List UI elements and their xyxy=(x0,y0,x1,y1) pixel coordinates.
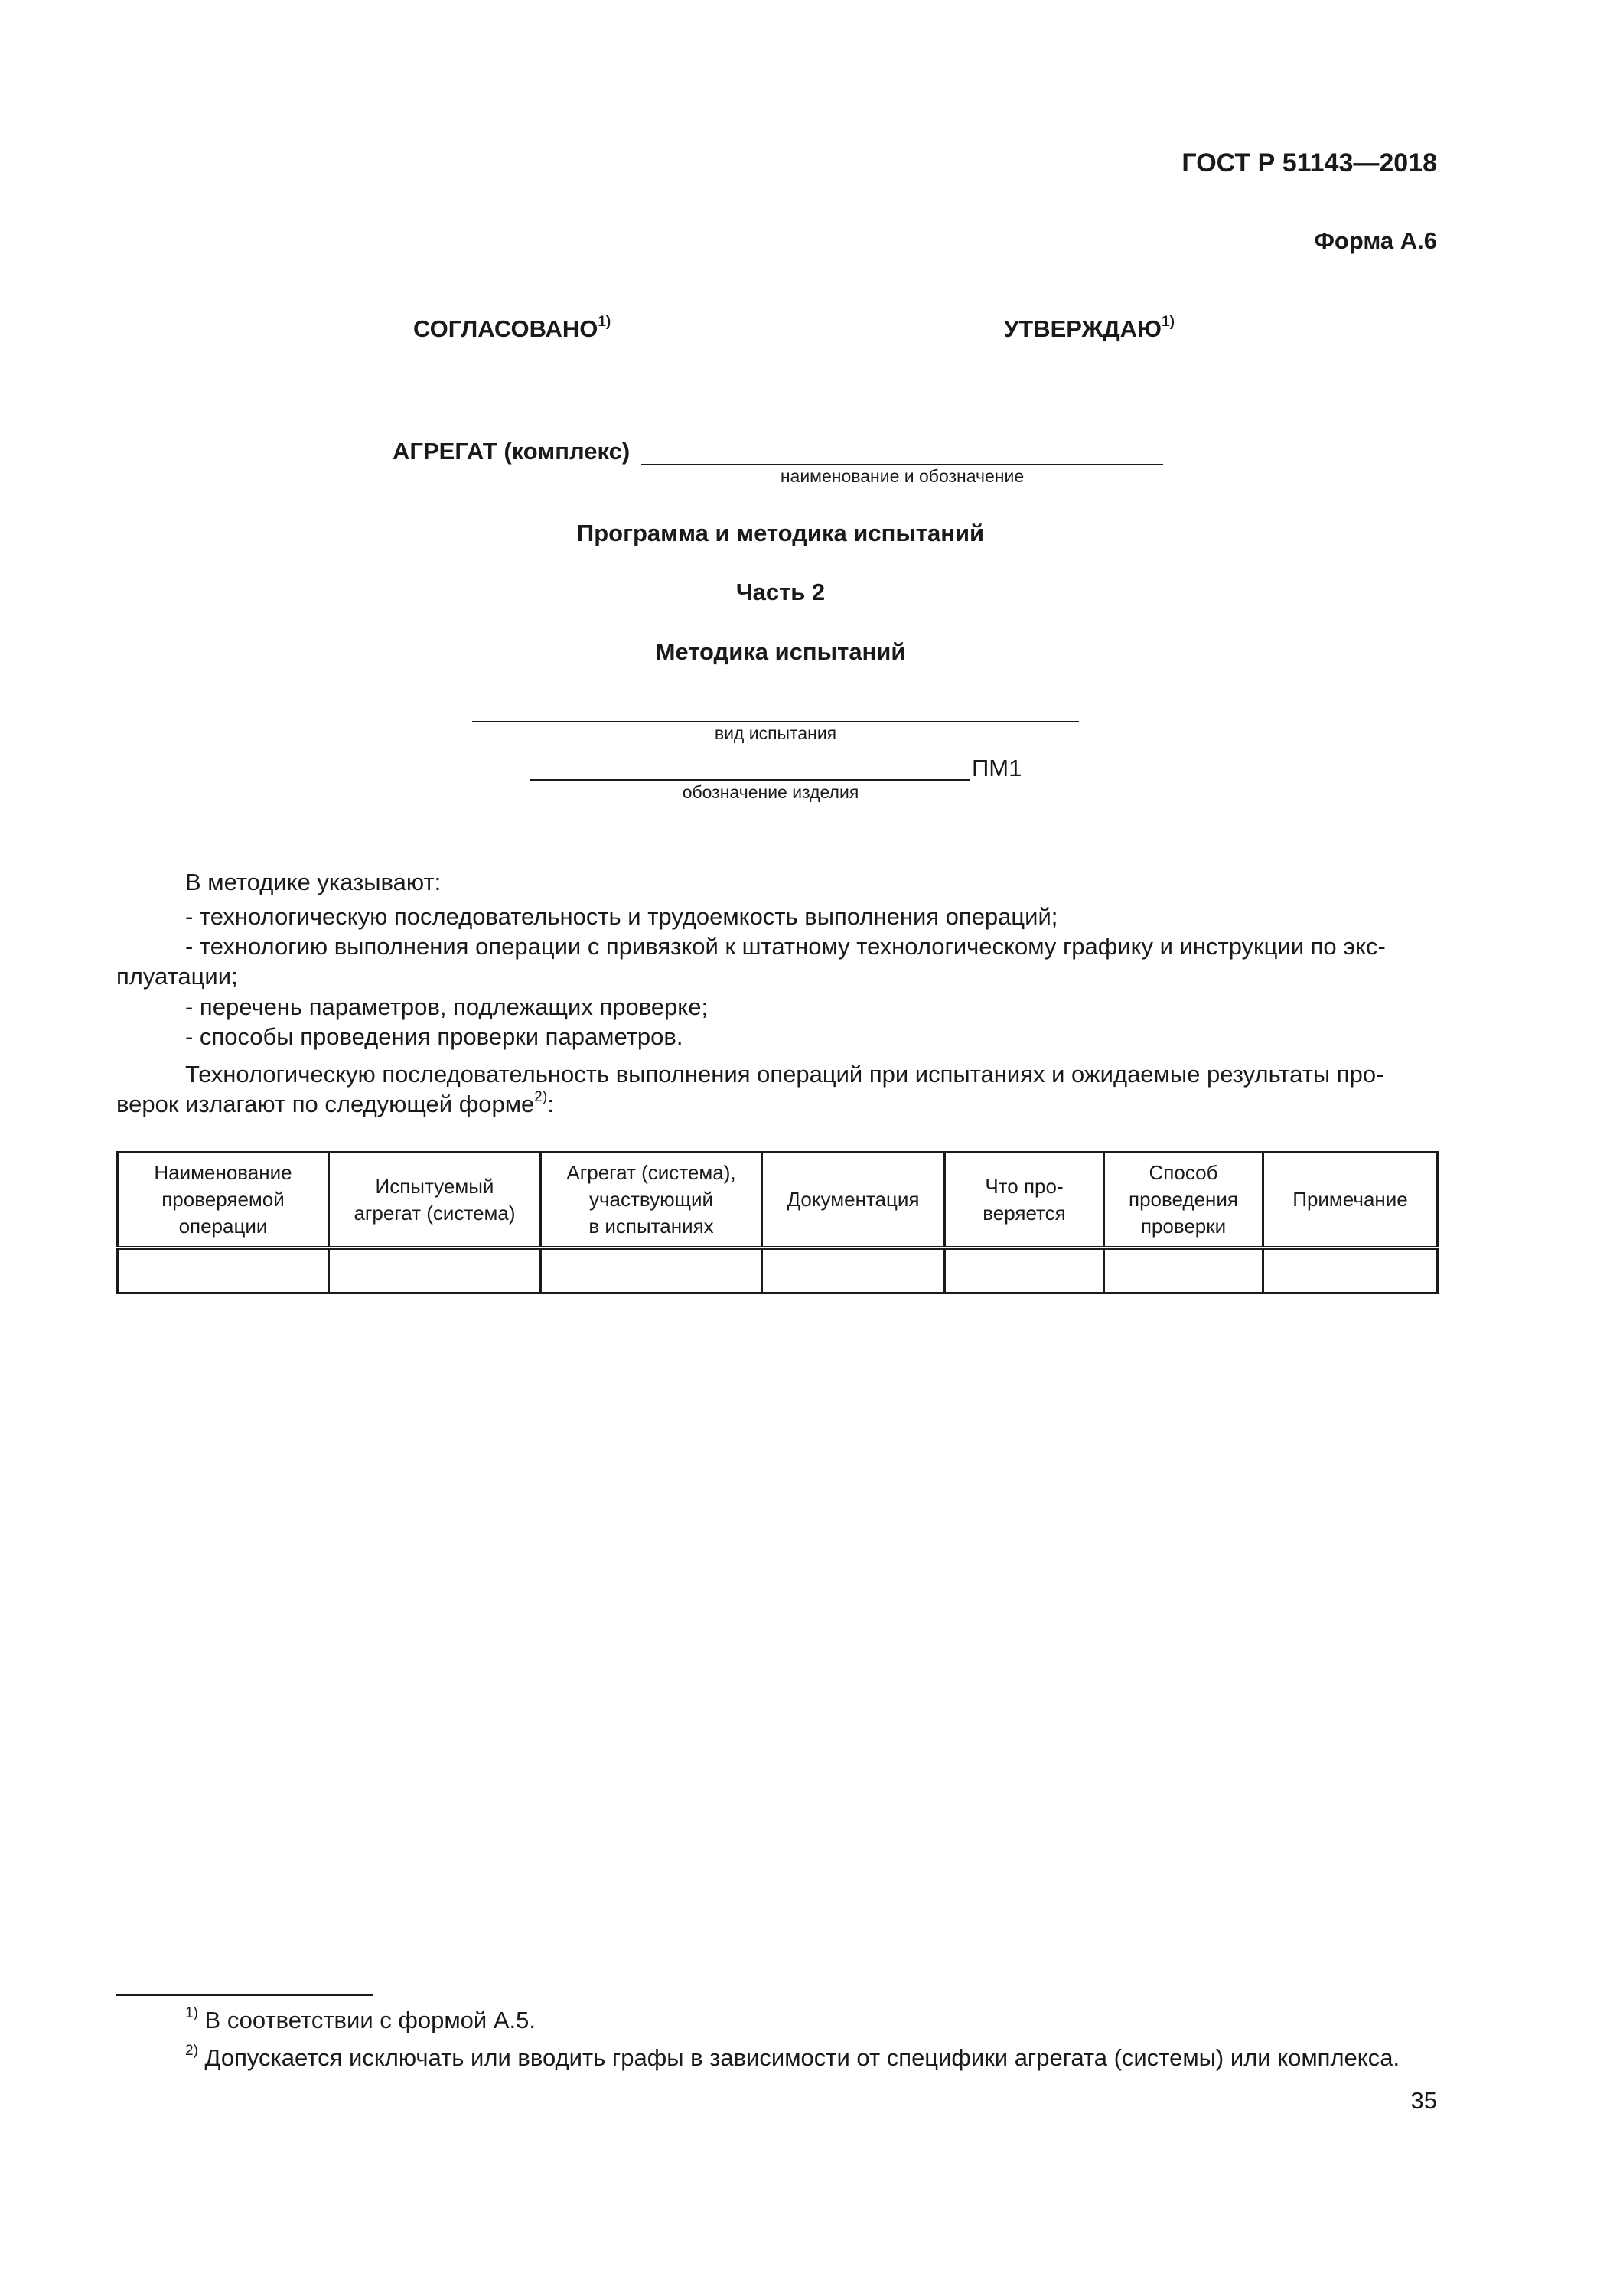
standard-number: ГОСТ Р 51143—2018 xyxy=(1181,148,1437,178)
part-title: Часть 2 xyxy=(735,579,826,605)
form-number: Форма А.6 xyxy=(1314,227,1437,254)
form-table xyxy=(116,1151,1439,1294)
product-fill-line xyxy=(530,779,970,781)
approve-footnote-ref: 1) xyxy=(1162,314,1175,330)
footnote xyxy=(185,2007,536,2034)
approve-label: УТВЕРЖДАЮ xyxy=(1004,315,1162,342)
list-item: - перечень параметров, подлежащих проверке; xyxy=(185,993,709,1020)
program-title: Программа и методика испытаний xyxy=(576,520,985,546)
approve-heading xyxy=(1004,315,1175,343)
list-item-continuation: плуатации; xyxy=(116,963,238,990)
list-item: - технологию выполнения операции с привязкой к штатному технологическому графику и инструкции по экс- xyxy=(185,933,1386,960)
footnote-mark: 1) xyxy=(185,2005,198,2021)
aggregate-label: АГРЕГАТ (комплекс) xyxy=(393,438,631,465)
agreed-footnote-ref: 1) xyxy=(598,314,611,330)
aggregate-fill-line xyxy=(641,464,1163,465)
table-cell xyxy=(118,1248,329,1293)
aggregate-caption: наименование и обозначение xyxy=(780,466,1025,486)
paragraph-text: верок излагают по следующей форме xyxy=(116,1091,535,1117)
paragraph-end: : xyxy=(547,1091,554,1117)
product-suffix: ПМ1 xyxy=(972,755,1022,781)
table-header-cell: Способ проведения проверки xyxy=(1104,1153,1263,1248)
list-item: - способы проведения проверки параметров. xyxy=(185,1023,683,1050)
intro-text: В методике указывают: xyxy=(185,869,442,895)
footnote-rule xyxy=(116,1994,373,1996)
table-cell xyxy=(541,1248,762,1293)
paragraph-line: Технологическую последовательность выполнения операций при испытаниях и ожидаемые результаты про- xyxy=(185,1061,1384,1088)
agreed-label: СОГЛАСОВАНО xyxy=(413,315,598,342)
footnote-mark: 2) xyxy=(185,2043,198,2059)
table-header-cell: Что про- веряется xyxy=(945,1153,1104,1248)
table-cell xyxy=(762,1248,945,1293)
table-cell xyxy=(945,1248,1104,1293)
paragraph-footnote-ref: 2) xyxy=(534,1089,548,1105)
agreed-heading xyxy=(413,315,611,343)
table-header-cell: Документация xyxy=(762,1153,945,1248)
page-number: 35 xyxy=(1410,2087,1437,2114)
list-item: - технологическую последовательность и трудоемкость выполнения операций; xyxy=(185,903,1058,930)
footnote xyxy=(185,2044,1400,2072)
table-cell xyxy=(329,1248,541,1293)
table-header-cell: Агрегат (система), участвующий в испытаниях xyxy=(541,1153,762,1248)
table-cell xyxy=(1104,1248,1263,1293)
table-header-cell: Испытуемый агрегат (система) xyxy=(329,1153,541,1248)
table-header-cell: Наименование проверяемой операции xyxy=(118,1153,329,1248)
table-cell xyxy=(1263,1248,1438,1293)
test-type-caption: вид испытания xyxy=(714,723,837,743)
footnote-text: В соответствии с формой А.5. xyxy=(204,2007,536,2033)
method-title: Методика испытаний xyxy=(655,638,906,665)
table-header-row xyxy=(118,1153,1438,1248)
paragraph-line xyxy=(116,1091,554,1118)
product-caption: обозначение изделия xyxy=(682,782,859,802)
table-header-cell: Примечание xyxy=(1263,1153,1438,1248)
footnote-text: Допускается исключать или вводить графы в зависимости от специфики агрегата (системы) или комплекса. xyxy=(204,2044,1400,2071)
test-type-fill-line xyxy=(472,721,1079,722)
table-row xyxy=(118,1248,1438,1293)
